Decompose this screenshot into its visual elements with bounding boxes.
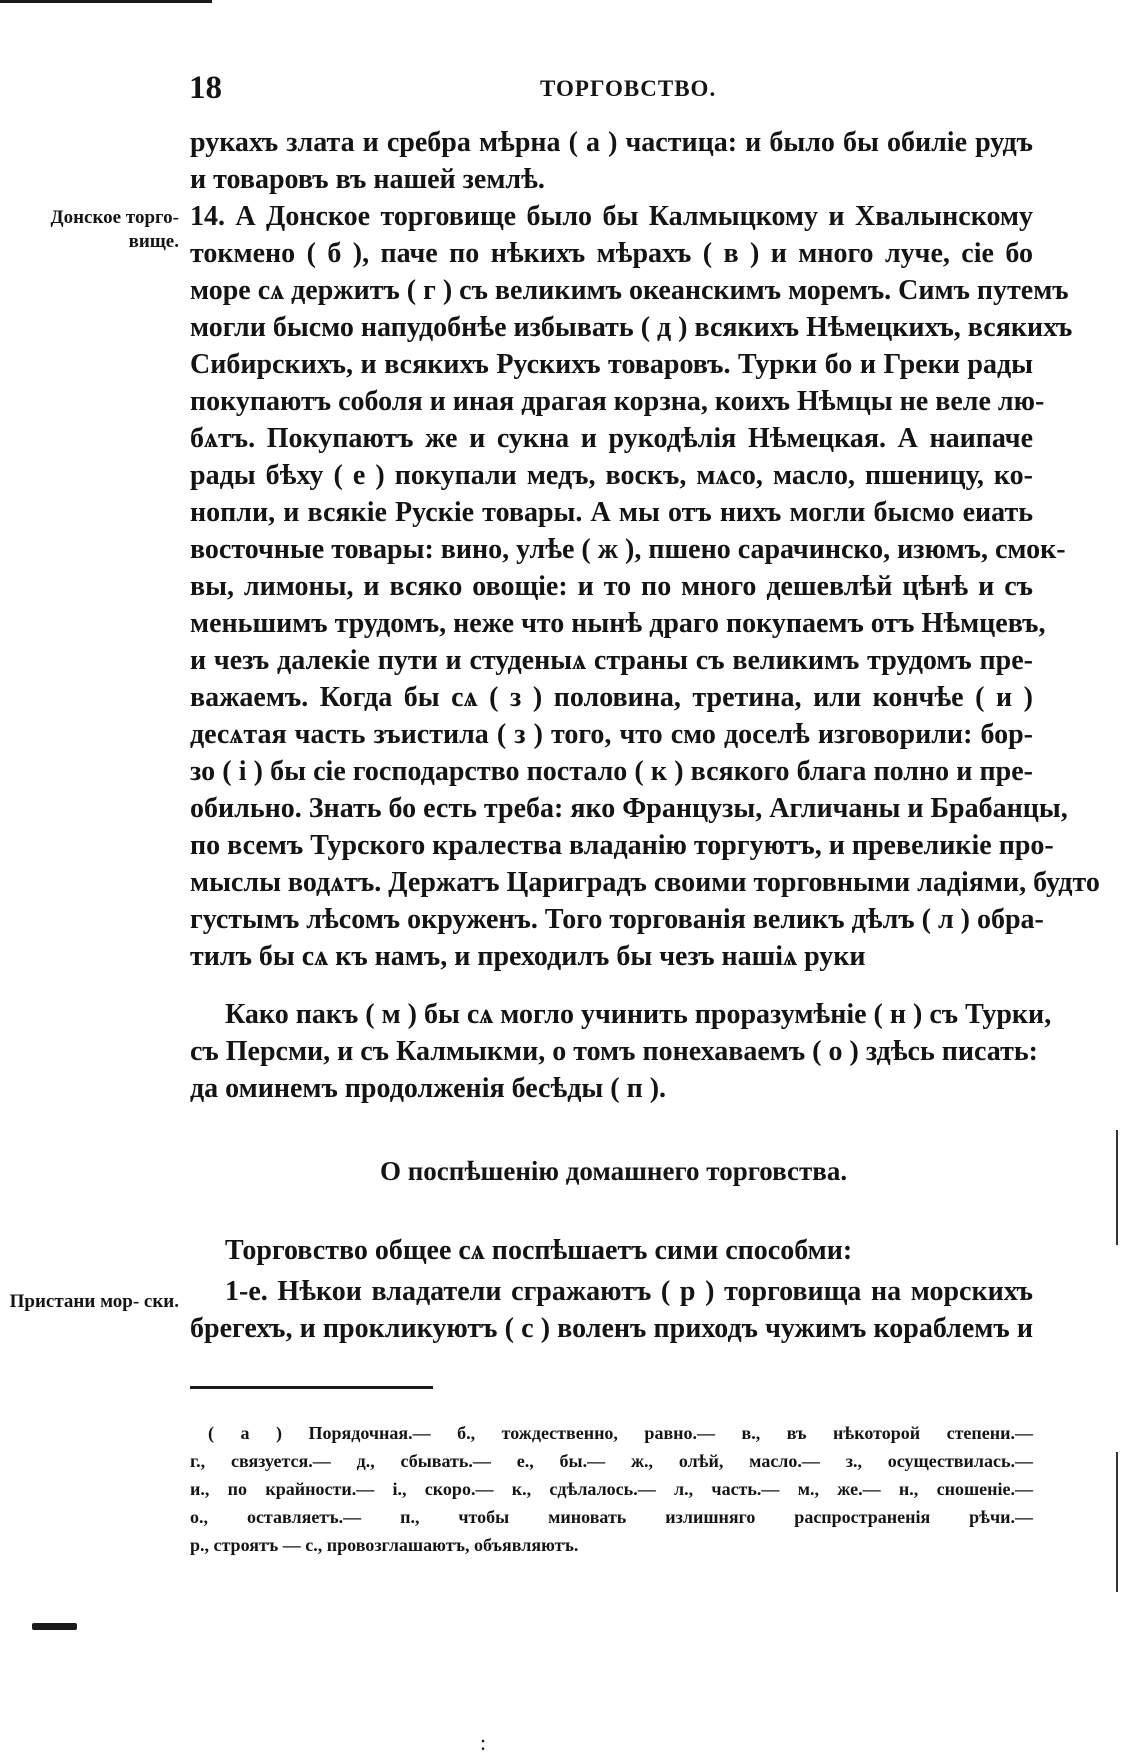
page-edge-line: [1116, 1452, 1118, 1592]
body-line: зо ( і ) бы сіе господарство постало ( к ) всякого блага полно и пре-: [190, 756, 1033, 787]
footnote-line: о., оставляетъ.— п., чтобы миновать излишняго распространенія рѣчи.—: [190, 1507, 1033, 1527]
body-line: Торговство общее сѧ поспѣшаетъ сими способми:: [225, 1235, 853, 1266]
body-line: Сибирскихъ, и всякихъ Рускихъ товаровъ. Турки бо и Греки рады: [190, 349, 1033, 380]
body-line: тилъ бы сѧ къ намъ, и преходилъ бы чезъ нашіѧ руки: [190, 941, 866, 972]
body-line: брегехъ, и прокликуютъ ( с ) воленъ приходъ чужимъ кораблемъ и: [190, 1313, 1033, 1344]
body-line: 14. А Донское торговище было бы Калмыцкому и Хвалынскому: [190, 201, 1033, 232]
footnote-line: ( а ) Порядочная.— б., тождественно, равно.— в., въ нѣкоторой степени.—: [208, 1423, 1033, 1443]
body-line: густымъ лѣсомъ окруженъ. Того торгованія великъ дѣлъ ( л ) обра-: [190, 904, 1044, 935]
body-line: обильно. Знать бо есть треба: яко Французы, Агличаны и Брабанцы,: [190, 793, 1068, 824]
body-line: рады бѣху ( е ) покупали медъ, воскъ, мѧсо, масло, пшеницу, ко-: [190, 460, 1033, 491]
body-line: по всемъ Турского кралества владанію торгуютъ, и превеликіе про-: [190, 830, 1054, 861]
body-line: съ Персми, и съ Калмыкми, о томъ понехаваемъ ( о ) здѣсь писать:: [190, 1036, 1038, 1067]
body-line: нопли, и всякіе Рускіе товары. А мы отъ нихъ могли бысмо еиать: [190, 497, 1033, 528]
body-line: рукахъ злата и сребра мѣрна ( а ) частица: и было бы обиліе рудъ: [190, 127, 1033, 158]
running-title: ТОРГОВСТВО.: [540, 76, 717, 101]
margin-mark: [32, 1623, 77, 1630]
footnote-line: р., строятъ — с., провозглашаютъ, объявляютъ.: [190, 1535, 579, 1555]
top-rule: [0, 0, 212, 3]
bottom-mark: :: [480, 1730, 487, 1755]
body-line: море сѧ держитъ ( г ) съ великимъ океанскимъ моремъ. Симъ путемъ: [190, 275, 1069, 306]
body-line: вы, лимоны, и всяко овощіе: и то по много дешевлѣй цѣнѣ и съ: [190, 571, 1033, 602]
page-edge-line: [1116, 1130, 1118, 1245]
margin-note-don-trade: Донское торго- вище.: [50, 207, 179, 252]
footnote-line: и., по крайности.— і., скоро.— к., сдѣлалось.— л., часть.— м., же.— н., сношеніе.—: [190, 1479, 1033, 1499]
body-line: токмено ( б ), паче по нѣкихъ мѣрахъ ( в ) и много луче, сіе бо: [190, 238, 1033, 269]
body-line: бѧтъ. Покупаютъ же и сукна и рукодѣлія Нѣмецкая. А наипаче: [190, 423, 1033, 454]
body-line: да оминемъ продолженія бесѣды ( п ).: [190, 1073, 667, 1104]
body-line: мыслы водѧтъ. Держатъ Цариградъ своими торговными ладіями, будто: [190, 867, 1100, 898]
margin-note-sea-ports: Пристани мор- ски.: [9, 1291, 179, 1312]
body-line: и чезъ далекіе пути и студеныѧ страны съ великимъ трудомъ пре-: [190, 645, 1033, 676]
page-number: 18: [189, 70, 222, 106]
body-line: восточные товары: вино, улѣе ( ж ), пшено сарачинско, изюмъ, смок-: [190, 534, 1066, 565]
body-line: покупаютъ соболя и иная драгая корзна, коихъ Нѣмцы не веле лю-: [190, 386, 1045, 417]
body-line: десѧтая часть зъистила ( з ) того, что смо доселѣ изговорили: бор-: [190, 719, 1033, 750]
body-line: меньшимъ трудомъ, неже что нынѣ драго покупаемъ отъ Нѣмцевъ,: [190, 608, 1046, 639]
section-heading: О поспѣшенію домашнего торговства.: [380, 1156, 848, 1186]
body-line: 1-е. Нѣкои владатели сгражаютъ ( р ) торговища на морскихъ: [225, 1276, 1033, 1307]
body-line: Како пакъ ( м ) бы сѧ могло учинить проразумѣніе ( н ) съ Турки,: [225, 999, 1052, 1030]
body-line: могли бысмо напудобнѣе избывать ( д ) всякихъ Нѣмецкихъ, всякихъ: [190, 312, 1073, 343]
body-line: важаемъ. Когда бы сѧ ( з ) половина, третина, или кончѣе ( и ): [190, 682, 1033, 713]
footnote-line: г., связуется.— д., сбывать.— е., бы.— ж., олѣй, масло.— з., осуществилась.—: [190, 1451, 1033, 1471]
body-line: и товаровъ въ нашей землѣ.: [190, 164, 545, 195]
footnote-rule: [190, 1386, 433, 1389]
